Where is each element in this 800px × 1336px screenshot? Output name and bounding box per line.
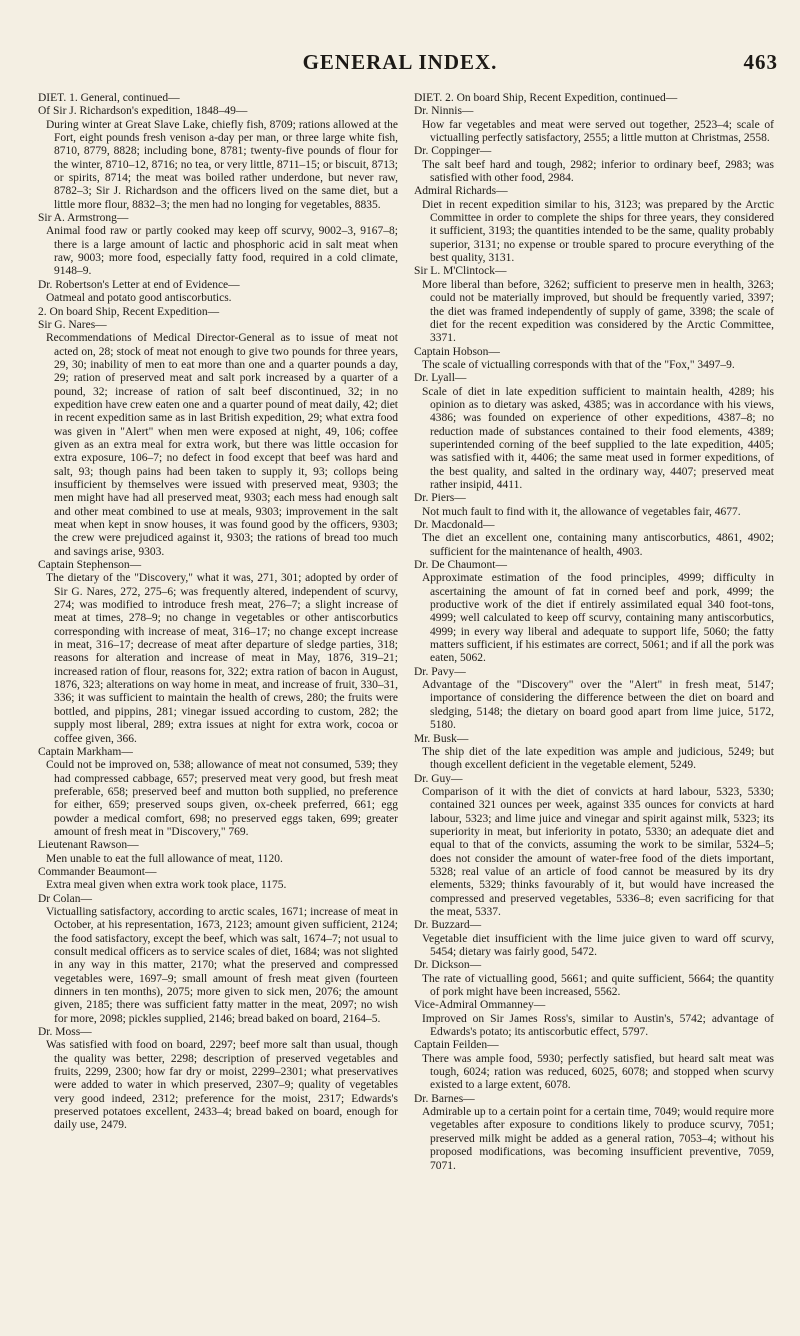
entry-heading: Captain Markham— — [38, 745, 133, 758]
entry-heading: Sir A. Armstrong— — [38, 212, 129, 225]
index-entry — [414, 492, 774, 519]
entry-heading: Captain Feilden— — [414, 1039, 499, 1052]
entry-text: The scale of victualling corresponds with that of the "Fox," 3497–9. — [422, 358, 735, 371]
entry-text: Admirable up to a certain point for a certain time, 7049; would require more vegetables after exposure to conditions likely to produce scurvy, 7051; preserved milk might be added as a general ration, 7053–4; without his proposed modifications, was becoming insufficient preventive, 7059, 7071. — [422, 1106, 774, 1172]
entry-heading: Of Sir J. Richardson's expedition, 1848–49— — [38, 105, 248, 118]
entry-heading: Sir G. Nares— — [38, 318, 107, 331]
index-entry — [38, 92, 398, 105]
entry-heading: Sir L. M'Clintock— — [414, 265, 507, 278]
entry-text: The salt beef hard and tough, 2982; inferior to ordinary beef, 2983; was satisfied with other food, 2984. — [422, 158, 774, 185]
entry-text: Comparison of it with the diet of convicts at hard labour, 5323, 5330; contained 321 ounces per week, against 335 ounces for convicts at hard labour, 5323; and lime juice and vinegar and spirit against milk, 5323; its superiority in meat, but inferiority in potato, 5330; an adequate diet and equal to that of the convicts, assuming the work to be similar, 5324–5; does not consider the amount of water-free food of the diets important, 5328; real value of an article of food cannot be measured by its dry elements, 5329; thinks favourably of it, but would have increased the compressed and preserved vegetables, 5336–8; even sacrificing for that the meat, 5337. — [422, 785, 774, 918]
entry-heading: Dr. Guy— — [414, 772, 463, 785]
entry-text: Diet in recent expedition similar to his, 3123; was prepared by the Arctic Committee in order to complete the ships for three years, they considered it sufficient, 3193; the quantities intended to be the same, quality probably superior, 3131; no expense or trouble spared to procure everything of the best quality, 3131. — [422, 198, 774, 265]
index-entry — [414, 265, 774, 345]
index-entry — [38, 893, 398, 1026]
entry-heading: DIET. 2. On board Ship, Recent Expedition, continued— — [414, 92, 678, 104]
index-entry — [414, 559, 774, 666]
entry-heading: Dr. Barnes— — [414, 1092, 475, 1105]
index-entry — [38, 839, 398, 866]
entry-text: Victualling satisfactory, according to arctic scales, 1671; increase of meat in October, at his representation, 1673, 2123; amount given sufficient, 2124; the food satisfactory, except the beef, which was salt, 1674–7; not usual to consult medical officers as to service scales of diet, 1684; was not slighted in any way in this matter, 2170; what the preserved and compressed vegetables were, 1697–9; small amount of fresh meat given (fourteen dinners in ten months), 2075; more given to sick men, 2076; the amount given, 2185; there was sufficient fatty matter in the meat, 2097; no wish for more, 2098; pickles supplied, 2146; bread baked on board, 2164–5. — [46, 905, 398, 1025]
entry-heading: Dr. Piers— — [414, 492, 466, 505]
index-entry — [414, 999, 774, 1039]
index-entry — [414, 145, 774, 185]
entry-heading: 2. On board Ship, Recent Expedition— — [38, 305, 220, 318]
entry-heading: Admiral Richards— — [414, 185, 508, 198]
entry-text: Could not be improved on, 538; allowance of meat not consumed, 539; they had compressed cabbage, 657; preserved meat very good, but fresh meat preferable, 658; preserved beef and mutton both supplied, no preference for either, 659; preserved soups given, ox-cheek preferred, 661; egg powder a medical comfort, 698; no preserved eggs taken, 699; greater amount of fresh meat in "Discovery," 769. — [46, 759, 398, 838]
index-entry — [414, 1039, 774, 1092]
entry-heading: Captain Stephenson— — [38, 559, 142, 572]
index-entry — [414, 959, 774, 999]
entry-text: More liberal than before, 3262; sufficient to preserve men in health, 3263; could not be materially improved, but should be frequently varied, 3397; the diet was framed independently of supply of game, 3398; the scale of diet for the recent expedition was considered by the Arctic Committee, 3371. — [422, 278, 774, 345]
entry-text: Was satisfied with food on board, 2297; beef more salt than usual, though the quality was better, 2298; description of preserved vegetables and fruits, 2299, 2300; how far dry or moist, 2299–2301; what preservatives were added to water in which preserved, 2307–9; quality of vegetables very good indeed, 2312; preference for the moist, 2317; Edwards's preserved potatoes excellent, 2433–4; bread baked on board, enough for daily use, 2479. — [46, 1039, 398, 1132]
entry-text: Approximate estimation of the food principles, 4999; difficulty in ascertaining the amount of fat in corned beef and pork, 4999; the productive work of the diet if entirely assimilated equal 340 foot-tons, 4999; well calculated to keep off scurvy, containing many antiscorbutics, 4999; in every way liberal and adequate to support life, 5060; the fatty matters sufficient, if his estimates are correct, 5061; and if all the pork was eaten, 5062. — [422, 572, 774, 665]
entry-heading: Dr. Moss— — [38, 1026, 92, 1039]
page-number: 463 — [743, 50, 778, 74]
index-entry — [38, 279, 398, 306]
entry-text: There was ample food, 5930; perfectly satisfied, but heard salt meat was tough, 6024; ration was reduced, 6025, 6078; and stopped when scurvy existed to a large extent, 6078. — [422, 1052, 774, 1092]
index-entry — [38, 319, 398, 559]
entry-text: Extra meal given when extra work took place, 1175. — [46, 879, 287, 892]
page-title: GENERAL INDEX. — [302, 50, 498, 74]
entry-text: The rate of victualling good, 5661; and quite sufficient, 5664; the quantity of pork might have been increased, 5562. — [422, 972, 774, 999]
entry-heading: Dr. Lyall— — [414, 372, 467, 385]
index-entry — [414, 1093, 774, 1173]
index-entry — [414, 773, 774, 920]
entry-heading: Dr. De Chaumont— — [414, 559, 507, 572]
entry-heading: Dr. Coppinger— — [414, 145, 492, 158]
entry-text: During winter at Great Slave Lake, chiefly fish, 8709; rations allowed at the Fort, eight pounds fresh venison a-day per man, or three large white fish, 8710, 8779, 8828; including bone, 8781; twenty-five pounds of flour for the winter, 8710–12, 8716; no tea, or very little, 8711–15; or biscuit, 8713; or spirits, 8714; the meat was boiled rather underdone, but never raw, 8782–3; Sir J. Richardson and the officers lived on the same diet, but a little more flour, 8832–3; the men had no longing for vegetables, 8835. — [46, 118, 398, 211]
entry-heading: Captain Hobson— — [414, 345, 500, 358]
entry-text: Not much fault to find with it, the allowance of vegetables fair, 4677. — [422, 505, 741, 518]
entry-heading: Dr. Ninnis— — [414, 105, 474, 118]
entry-heading: Dr Colan— — [38, 892, 92, 905]
entry-heading: Commander Beaumont— — [38, 865, 157, 878]
index-entry — [38, 212, 398, 279]
index-entry — [414, 372, 774, 492]
index-entry — [38, 306, 398, 319]
entry-heading: Dr. Robertson's Letter at end of Evidence— — [38, 278, 240, 291]
right-column — [414, 92, 774, 1322]
index-entry — [414, 519, 774, 559]
entry-text: Men unable to eat the full allowance of meat, 1120. — [46, 852, 283, 865]
index-entry — [38, 746, 398, 839]
index-entry — [414, 666, 774, 733]
entry-text: Scale of diet in late expedition sufficient to maintain health, 4289; his opinion as to dietary was asked, 4385; was in accordance with his views, 4386; was founded on experience of other expeditions, 4387–8; no reduction made of substances contained to their food elements, 4389; superintended corning of the beef supplied to the late expedition, 4405; was satisfied with it, 4406; the same meat used in former expeditions, of the best quality, and salted in the ordinary way, 4407; preserved meat rather insipid, 4411. — [422, 385, 774, 491]
entry-heading: Dr. Dickson— — [414, 959, 482, 972]
index-entry — [38, 105, 398, 212]
entry-heading: Mr. Busk— — [414, 732, 469, 745]
index-entry — [38, 866, 398, 893]
entry-text: Animal food raw or partly cooked may keep off scurvy, 9002–3, 9167–8; there is a large amount of lactic and phosphoric acid in salt meat when raw, 9003; more food, especially fatty food, required in a cold climate, 9148–9. — [46, 225, 398, 278]
left-column — [38, 92, 398, 1322]
entry-text: The dietary of the "Discovery," what it was, 271, 301; adopted by order of Sir G. Nares, 272, 275–6; was frequently altered, independent of scurvy, 274; was modified to introduce fresh meat, 276–7; a slight increase of meat at times, 278–9; no change in vegetables or other antiscorbutics corresponding with increase of meat, 316–17; no change except increase in meat, 316–17; decrease of meat after departure of sledge parties, 318; reasons for alteration and increase of meat in May, 1876, 319–21; increased ration of flour, reasons for, 322; extra ration of bacon in August, 1876, 323; alterations on way home in meat, and increase of fruit, 330–31, 336; it was sufficient to maintain the health of crews, 280; the fruits were bottled, and pippins, 281; vinegar issued according to custom, 282; the supply most liberal, 289; extra issues at night for extra work, cocoa or coffee given, 366. — [46, 572, 398, 745]
entry-text: Advantage of the "Discovery" over the "Alert" in fresh meat, 5147; importance of considering the difference between the diet on board and sledging, 5148; the dietary on board good apart from lime juice, 5172, 5180. — [422, 679, 774, 732]
entry-heading: Dr. Pavy— — [414, 665, 466, 678]
index-entry — [414, 346, 774, 373]
entry-text: How far vegetables and meat were served out together, 2523–4; scale of victualling perfectly satisfactory, 2555; a little mutton at Christmas, 2558. — [422, 118, 774, 145]
entry-text: The ship diet of the late expedition was ample and judicious, 5249; but though excellent deficient in the vegetable element, 5249. — [422, 745, 774, 772]
index-entry — [414, 185, 774, 265]
index-entry — [38, 1026, 398, 1133]
entry-heading: Dr. Macdonald— — [414, 519, 495, 531]
index-entry — [414, 105, 774, 145]
index-entry — [414, 919, 774, 959]
entry-text: Vegetable diet insufficient with the lime juice given to ward off scurvy, 5454; dietary was fairly good, 5472. — [422, 932, 774, 958]
index-entry — [414, 92, 774, 105]
entry-text: The diet an excellent one, containing many antiscorbutics, 4861, 4902; sufficient for the maintenance of health, 4903. — [422, 532, 774, 558]
entry-text: Recommendations of Medical Director-General as to issue of meat not acted on, 28; stock of meat not enough to give two pounds for three years, 29, 30; inability of men to eat more than one and a quarter pounds a day, 29; ration of preserved meat and salt pork increased by a quarter of a pound, 32; increase of ration of salt beef discontinued, 32; in no expedition have crew eaten one and a quarter pound of meat daily, 42; diet in recent expedition same as in last British expedition, 29; what extra food was given in "Alert" when men were exposed at night, 49, 106; coffee given as an extra meal for extra work, but there was little occasion for extra exposure, 106–7; no defect in food except that beef was hard and salt, 93; though pains had been taken to supply it, 93; collops being insufficient by themselves were issued with preserved meat, 9303; the men might have had all preserved meat, 9303; each mess had enough salt and other meat combined to use at meals, 9303; improvement in the salt meat when kept in snow houses, it was found good by the officers, 9303; the crew were prejudiced against it, 9303; the rations of bread too much and savings arise, 9303. — [46, 332, 398, 558]
index-entry — [414, 733, 774, 773]
entry-text: Improved on Sir James Ross's, similar to Austin's, 5742; advantage of Edwards's potato; its antiscorbutic effect, 5797. — [422, 1012, 774, 1039]
entry-heading: Lieutenant Rawson— — [38, 839, 139, 852]
entry-heading: Vice-Admiral Ommanney— — [414, 999, 546, 1012]
entry-text: Oatmeal and potato good antiscorbutics. — [46, 292, 232, 305]
entry-heading: DIET. 1. General, continued— — [38, 92, 180, 104]
entry-heading: Dr. Buzzard— — [414, 919, 482, 932]
index-entry — [38, 559, 398, 746]
